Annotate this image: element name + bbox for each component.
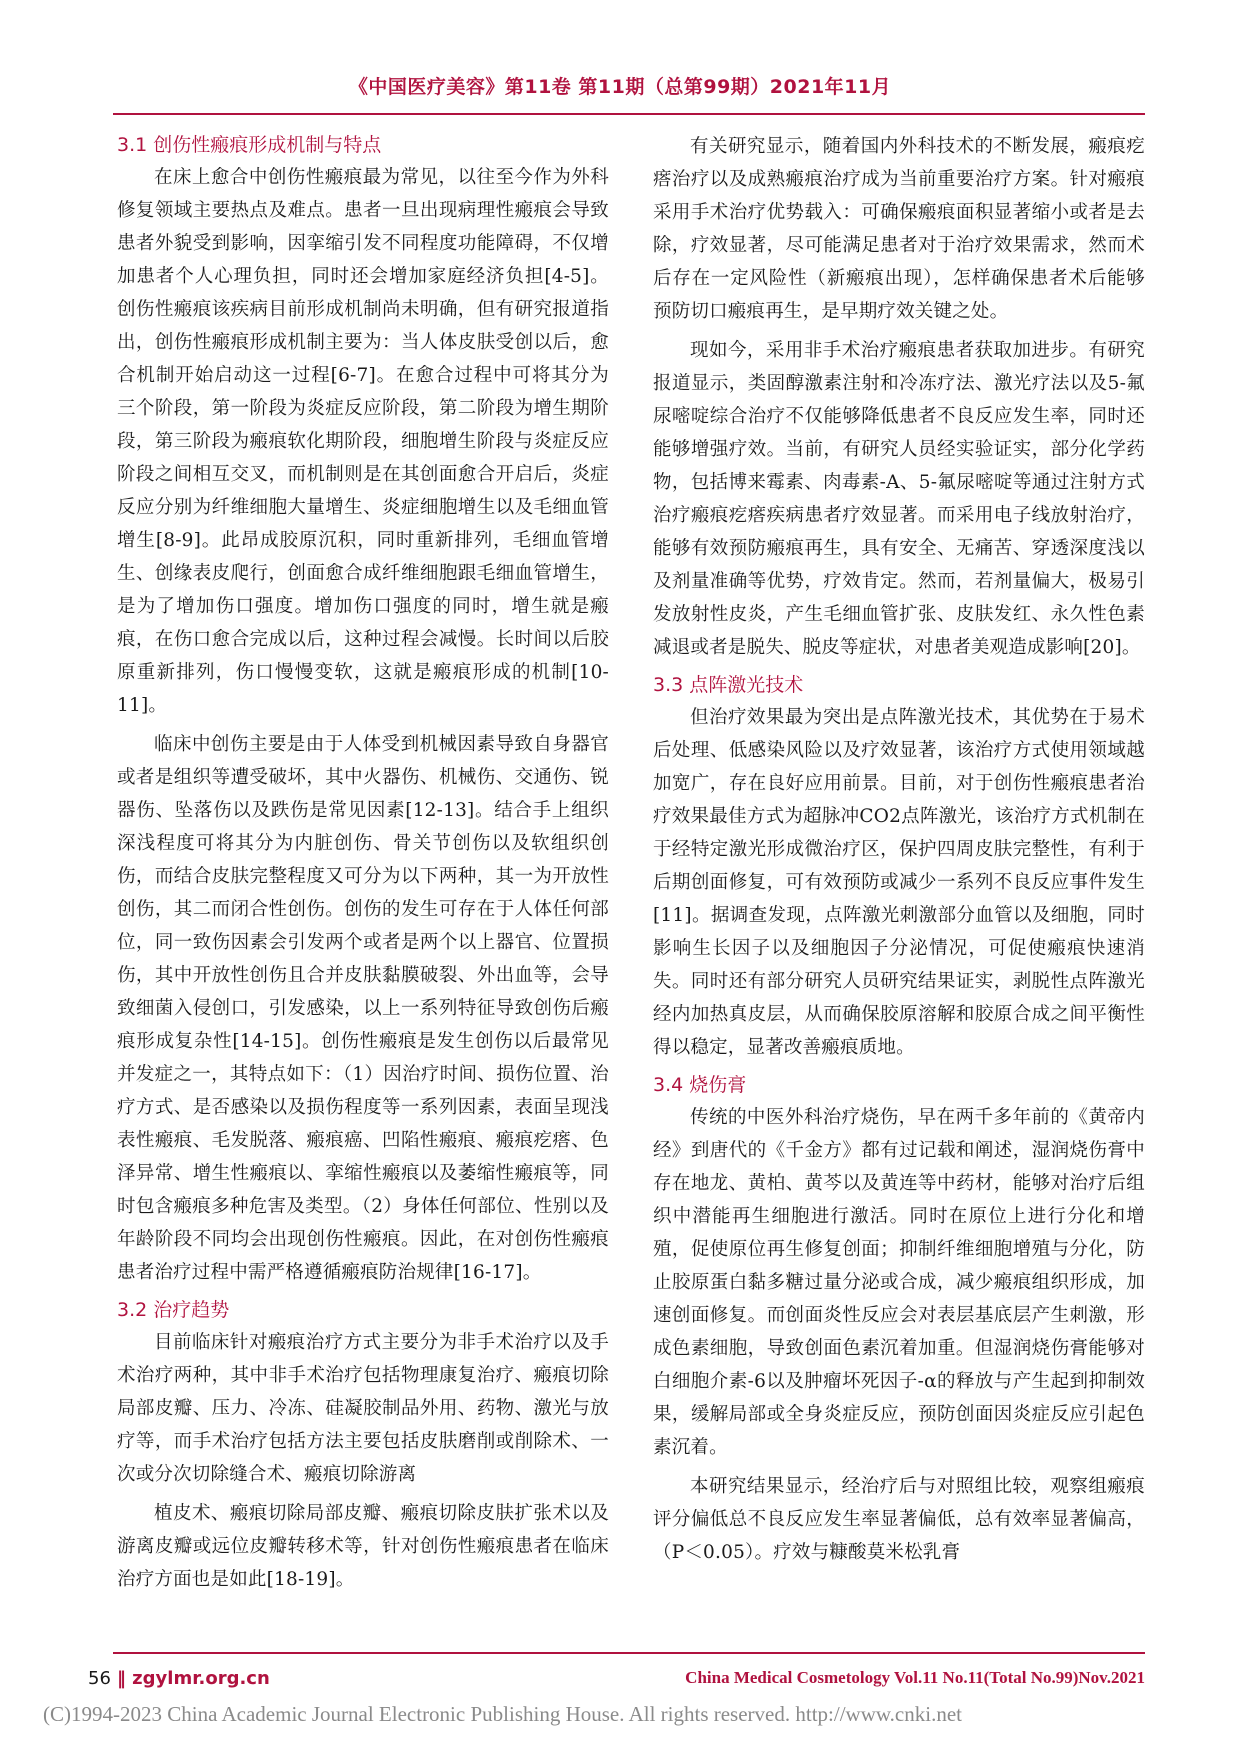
section-3-3-title: 3.3 点阵激光技术 bbox=[653, 674, 804, 696]
section-3-2-title: 3.2 治疗趋势 bbox=[117, 1299, 230, 1321]
section-3-1-title: 3.1 创伤性瘢痕形成机制与特点 bbox=[117, 134, 382, 156]
paragraph: 植皮术、瘢痕切除局部皮瓣、瘢痕切除皮肤扩张术以及游离皮瓣或远位皮瓣转移术等，针对创伤性瘢痕患者在临床治疗方面也是如此[18-19]。 bbox=[117, 1503, 609, 1590]
paragraph: 临床中创伤主要是由于人体受到机械因素导致自身器官或者是组织等遭受破坏，其中火器伤、机械伤、交通伤、锐器伤、坠落伤以及跌伤是常见因素[12-13]。结合手上组织深浅程度可将其分为内脏创伤、骨关节创伤以及软组织创伤，而结合皮肤完整程度又可分为以下两种，其一为开放性创伤，其二而闭合性创伤。创伤的发生可存在于人体任何部位，同一致伤因素会引发两个或者是两个以上器官、位置损伤，其中开放性创伤且合并皮肤黏膜破裂、外出血等，会导致细菌入侵创口，引发感染，以上一系列特征导致创伤后瘢痕形成复杂性[14-15]。创伤性瘢痕是发生创伤以后最常见并发症之一，其特点如下：（1）因治疗时间、损伤位置、治疗方式、是否感染以及损伤程度等一系列因素，表面呈现浅表性瘢痕、毛发脱落、瘢痕癌、凹陷性瘢痕、瘢痕疙瘩、色泽异常、增生性瘢痕以、挛缩性瘢痕以及萎缩性瘢痕等，同时包含瘢痕多种危害及类型。（2）身体任何部位、性别以及年龄阶段不同均会出现创伤性瘢痕。因此，在对创伤性瘢痕患者治疗过程中需严格遵循瘢痕防治规律[16-17]。 bbox=[117, 734, 609, 1283]
paragraph: 现如今，采用非手术治疗瘢痕患者获取加进步。有研究报道显示，类固醇激素注射和冷冻疗法、激光疗法以及5-氟尿嘧啶综合治疗不仅能够降低患者不良反应发生率，同时还能够增强疗效。当前，有研究人员经实验证实，部分化学药物，包括博来霉素、肉毒素-A、5-氟尿嘧啶等通过注射方式治疗瘢痕疙瘩疾病患者疗效显著。而采用电子线放射治疗，能够有效预防瘢痕再生，具有安全、无痛苦、穿透深度浅以及剂量准确等优势，疗效肯定。然而，若剂量偏大，极易引发放射性皮炎，产生毛细血管扩张、皮肤发红、永久性色素减退或者是脱失、脱皮等症状，对患者美观造成影响[20]。 bbox=[653, 340, 1145, 658]
journal-header: 《中国医疗美容》第11卷 第11期（总第99期）2021年11月 bbox=[348, 76, 892, 98]
section-3-4-title: 3.4 烧伤膏 bbox=[653, 1074, 747, 1096]
paragraph: 传统的中医外科治疗烧伤，早在两千多年前的《黄帝内经》到唐代的《千金方》都有过记载和阐述，湿润烧伤膏中存在地龙、黄柏、黄芩以及黄连等中药材，能够对治疗后组织中潜能再生细胞进行激活。同时在原位上进行分化和增殖，促使原位再生修复创面；抑制纤维细胞增殖与分化，防止胶原蛋白黏多糖过量分泌或合成，减少瘢痕组织形成，加速创面修复。而创面炎性反应会对表层基底层产生刺激，形成色素细胞，导致创面色素沉着加重。但湿润烧伤膏能够对白细胞介素-6以及肿瘤坏死因子-α的释放与产生起到抑制效果，缓解局部或全身炎症反应，预防创面因炎症反应引起色素沉着。 bbox=[653, 1107, 1145, 1458]
page-number: 56 bbox=[88, 1668, 111, 1689]
paragraph: 在床上愈合中创伤性瘢痕最为常见，以往至今作为外科修复领域主要热点及难点。患者一旦出现病理性瘢痕会导致患者外貌受到影响，因挛缩引发不同程度功能障碍，不仅增加患者个人心理负担，同时还会增加家庭经济负担[4-5]。创伤性瘢痕该疾病目前形成机制尚未明确，但有研究报道指出，创伤性瘢痕形成机制主要为：当人体皮肤受创以后，愈合机制开始启动这一过程[6-7]。在愈合过程中可将其分为三个阶段，第一阶段为炎症反应阶段，第二阶段为增生期阶段，第三阶段为瘢痕软化期阶段，细胞增生阶段与炎症反应阶段之间相互交叉，而机制则是在其创面愈合开启后，炎症反应分别为纤维细胞大量增生、炎症细胞增生以及毛细血管增生[8-9]。此昂成胶原沉积，同时重新排列，毛细血管增生、创缘表皮爬行，创面愈合成纤维细胞跟毛细血管增生，是为了增加伤口强度。增加伤口强度的同时，增生就是瘢痕，在伤口愈合完成以后，这种过程会减慢。长时间以后胶原重新排列，伤口慢慢变软，这就是瘢痕形成的机制[10-11]。 bbox=[117, 167, 609, 716]
site-link[interactable]: ‖ zgylmr.org.cn bbox=[116, 1668, 270, 1689]
footer-divider bbox=[113, 1652, 1145, 1654]
copyright-notice: (C)1994-2023 China Academic Journal Electronic Publishing House. All rights reserved. http://www.cnki.net bbox=[43, 1702, 962, 1726]
paragraph: 但治疗效果最为突出是点阵激光技术，其优势在于易术后处理、低感染风险以及疗效显著，该治疗方式使用领域越加宽广，存在良好应用前景。目前，对于创伤性瘢痕患者治疗效果最佳方式为超脉冲CO2点阵激光，该治疗方式机制在于经特定激光形成微治疗区，保护四周皮肤完整性，有利于后期创面修复，可有效预防或减少一系列不良反应事件发生[11]。据调查发现，点阵激光刺激部分血管以及细胞，同时影响生长因子以及细胞因子分泌情况，可促使瘢痕快速消失。同时还有部分研究人员研究结果证实，剥脱性点阵激光经内加热真皮层，从而确保胶原溶解和胶原合成之间平衡性得以稳定，显著改善瘢痕质地。 bbox=[653, 707, 1145, 1058]
header-divider bbox=[113, 113, 1145, 115]
paragraph: 有关研究显示，随着国内外科技术的不断发展，瘢痕疙瘩治疗以及成熟瘢痕治疗成为当前重要治疗方案。针对瘢痕采用手术治疗优势载入：可确保瘢痕面积显著缩小或者是去除，疗效显著，尽可能满足患者对于治疗效果需求，然而术后存在一定风险性（新瘢痕出现），怎样确保患者术后能够预防切口瘢痕再生，是早期疗效关键之处。 bbox=[653, 136, 1145, 322]
paragraph: 本研究结果显示，经治疗后与对照组比较，观察组瘢痕评分偏低总不良反应发生率显著偏低，总有效率显著偏高，（P＜0.05）。疗效与糠酸莫米松乳膏 bbox=[653, 1476, 1145, 1563]
journal-footer-english: China Medical Cosmetology Vol.11 No.11(Total No.99)Nov.2021 bbox=[685, 1668, 1145, 1687]
left-column bbox=[117, 130, 609, 1602]
page-footer-left bbox=[88, 1668, 270, 1689]
paragraph: 目前临床针对瘢痕治疗方式主要分为非手术治疗以及手术治疗两种，其中非手术治疗包括物理康复治疗、瘢痕切除局部皮瓣、压力、冷冻、硅凝胶制品外用、药物、激光与放疗等，而手术治疗包括方法主要包括皮肤磨削或削除术、一次或分次切除缝合术、瘢痕切除游离 bbox=[117, 1332, 609, 1485]
right-column bbox=[653, 130, 1145, 1575]
